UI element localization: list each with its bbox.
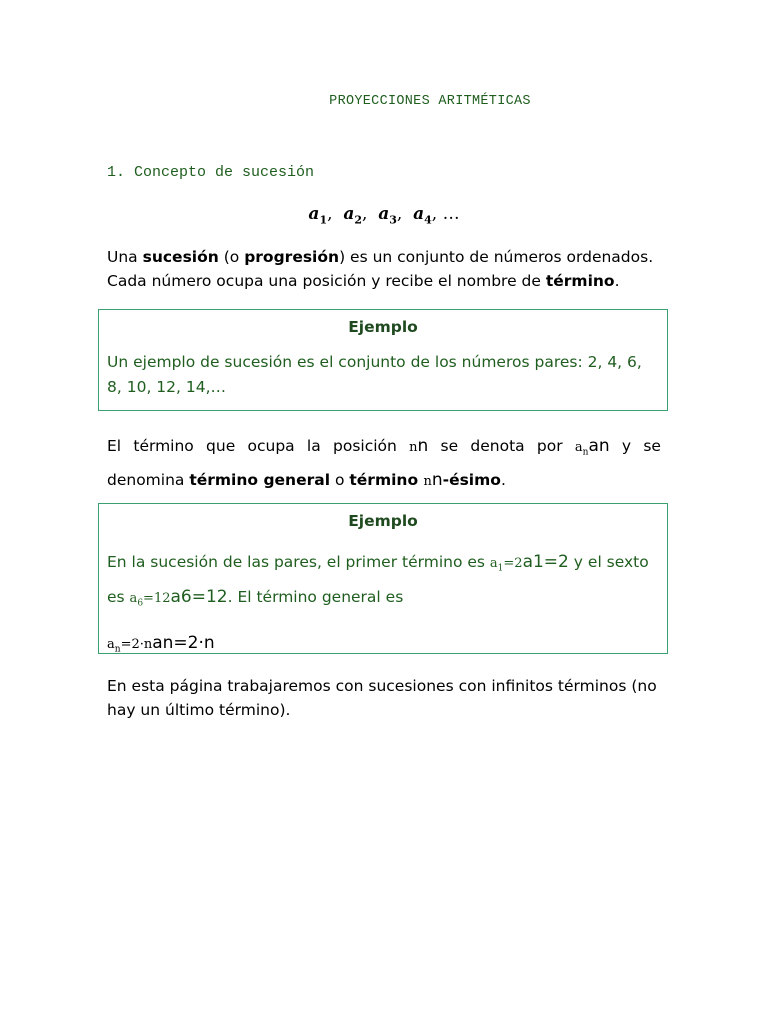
intro-text: (o [218, 248, 245, 266]
term-a: a [343, 204, 355, 224]
intro-text: Cada número ocupa una posición y recibe el nombre de [107, 272, 546, 290]
general-term-line-1 [107, 433, 661, 467]
example-title: Ejemplo [348, 512, 418, 530]
ex2-math-plain: an=2·n [152, 633, 215, 654]
gt-math-n-plain: n [417, 436, 429, 456]
example-text: Un ejemplo de sucesión es el conjunto de los números pares: 2, 4, 6, 8, 10, 12, 14,… [107, 353, 642, 396]
term-sub: 3 [389, 213, 397, 227]
ex2-math-a: a [107, 637, 115, 653]
gt-math-a: a [574, 440, 583, 455]
intro-text: Una [107, 248, 143, 266]
intro-paragraph [107, 245, 661, 293]
general-term-line-2 [107, 467, 661, 495]
ex2-text: En la sucesión de las pares, el primer término es [107, 553, 490, 571]
gt-math-an-plain: an [588, 436, 610, 456]
term-sub: 4 [424, 213, 432, 227]
intro-text: ) es un conjunto de números ordenados. [339, 248, 654, 266]
intro-bold-sucesion: sucesión [142, 248, 219, 266]
document-title: PROYECCIONES ARITMÉTICAS [329, 94, 531, 109]
ex2-text: . El término general es [227, 587, 404, 606]
term-sub: 1 [319, 213, 328, 227]
example-box-2 [98, 503, 668, 654]
ex2-text: es [107, 587, 130, 606]
term-a: a [308, 204, 320, 224]
ex2-math-n: n [143, 637, 153, 653]
gt-text: y se [621, 437, 661, 455]
gt-math-sub: n [582, 447, 589, 458]
general-term-paragraph [107, 433, 661, 495]
intro-bold-termino: término [545, 272, 615, 290]
ex2-math-eq: =2· [120, 637, 144, 653]
gt-bold-esimo: -ésimo [442, 470, 501, 489]
gt-text: se denota por [440, 437, 563, 455]
ex2-math-sub: 6 [137, 598, 144, 609]
term-a: a [413, 204, 425, 224]
ex2-math-a: a [129, 590, 138, 606]
ex2-math-plain: a6=12 [170, 586, 228, 607]
gt-text: . [500, 470, 506, 489]
ex2-math-sub: 1 [497, 563, 504, 574]
gt-bold-termino: término [349, 470, 424, 489]
example-text [99, 548, 667, 617]
ex2-math-eq: =12 [143, 590, 171, 606]
ex2-math-a: a [489, 556, 498, 571]
term-a: a [378, 204, 390, 224]
term-sub: 2 [354, 213, 362, 227]
example-title: Ejemplo [348, 318, 418, 336]
intro-text: . [614, 272, 620, 290]
ex2-text: y el sexto [568, 553, 649, 571]
example-box-1 [98, 309, 668, 411]
gt-math-n: n [409, 440, 418, 455]
gt-text: o [330, 470, 350, 489]
sequence-formula: $a_1$, $a_2$, $a_3$, $a_4$, … [308, 204, 460, 227]
ex2-math-eq: =2 [503, 556, 523, 571]
ex2-math-plain: a1=2 [522, 552, 569, 572]
gt-bold-termino-general: término general [189, 470, 331, 489]
example-general-term [99, 631, 667, 663]
section-heading: 1. Concepto de sucesión [107, 164, 315, 181]
gt-text: denomina [107, 470, 190, 489]
formula-ellipsis: , … [431, 204, 460, 224]
closing-paragraph: En esta página trabajaremos con sucesiones con infinitos términos (no hay un último término). [107, 677, 657, 719]
ex2-math-sub: n [114, 644, 121, 655]
gt-text: El término que ocupa la posición [107, 437, 397, 455]
gt-math-n: n [423, 473, 432, 489]
intro-bold-progresion: progresión [244, 248, 340, 266]
gt-math-n-plain: n [431, 469, 443, 490]
